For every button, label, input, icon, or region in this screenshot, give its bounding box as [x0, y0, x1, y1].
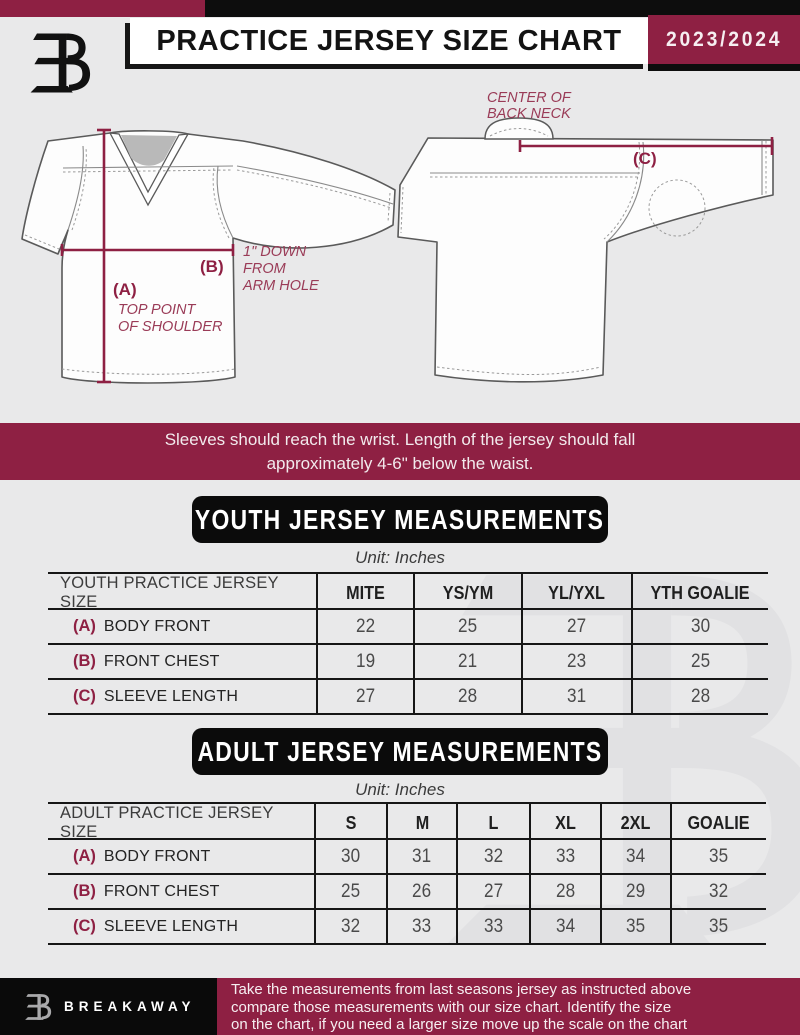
breakaway-logo [28, 22, 92, 104]
table-cell: 33 [483, 915, 504, 937]
youth-table-title: YOUTH PRACTICE JERSEY SIZE [60, 574, 279, 611]
row-key: (C) [73, 917, 96, 935]
table-header-row [48, 804, 766, 840]
table-cell: 29 [626, 880, 646, 902]
point-c-note-line1: CENTER OF [487, 90, 571, 106]
table-row-sleeve-length [48, 680, 768, 715]
table-cell: 32 [341, 915, 361, 937]
table-row-front-chest [48, 875, 766, 910]
point-b-note-line2: FROM [243, 261, 286, 277]
adult-table-title: ADULT PRACTICE JERSEY SIZE [60, 804, 274, 841]
adult-unit-label: Unit: Inches [355, 780, 445, 799]
table-cell: 32 [709, 880, 729, 902]
table-cell: 30 [690, 615, 711, 637]
brand-name: BREAKAWAY [64, 999, 196, 1014]
row-key: (B) [73, 652, 96, 670]
size-column-header: M [415, 812, 429, 833]
youth-section-title: YOUTH JERSEY MEASUREMENTS [195, 503, 605, 535]
season-box [648, 15, 800, 64]
table-cell: 21 [458, 650, 478, 672]
row-label: BODY FRONT [103, 847, 211, 865]
row-label: BODY FRONT [103, 617, 211, 635]
row-label: SLEEVE LENGTH [103, 917, 239, 935]
table-cell: 27 [355, 685, 376, 707]
breakaway-logo-footer [24, 989, 52, 1025]
size-column-header: 2XL [621, 812, 651, 833]
adult-section-header [192, 728, 608, 775]
size-column-header: YTH GOALIE [650, 582, 750, 603]
row-label: FRONT CHEST [103, 652, 220, 670]
size-column-header: GOALIE [687, 812, 751, 833]
table-cell: 31 [412, 845, 432, 867]
table-cell: 35 [709, 845, 729, 867]
footer-note-line3: on the chart, if you need a larger size move up the scale on the chart [231, 1016, 688, 1033]
title-box [130, 18, 648, 64]
table-cell: 25 [458, 615, 478, 637]
adult-section-title: ADULT JERSEY MEASUREMENTS [197, 735, 603, 767]
point-a-note-line2: OF SHOULDER [118, 319, 223, 335]
table-cell: 19 [355, 650, 376, 672]
fit-note-banner [0, 423, 800, 480]
footer-note-line1: Take the measurements from last seasons jersey as instructed above [231, 981, 692, 998]
table-cell: 30 [341, 845, 361, 867]
size-column-header: MITE [346, 582, 385, 603]
adult-size-table [48, 802, 766, 945]
table-row-body-front [48, 840, 766, 875]
fit-note-line2: approximately 4-6" below the waist. [266, 453, 534, 473]
point-c-label: (C) [633, 149, 657, 168]
table-cell: 25 [690, 650, 711, 672]
season-label: 2023/2024 [665, 27, 783, 51]
table-cell: 27 [567, 615, 587, 637]
point-b-note-line1: 1" DOWN [243, 244, 307, 260]
back-jersey-diagram [395, 85, 800, 400]
size-column-header: YL/YXL [548, 582, 606, 603]
youth-unit-label: Unit: Inches [355, 548, 445, 567]
size-column-header: XL [555, 812, 576, 833]
table-cell: 27 [483, 880, 504, 902]
table-cell: 28 [690, 685, 711, 707]
fit-note-line1: Sleeves should reach the wrist. Length of the jersey should fall [164, 429, 636, 449]
size-column-header: L [488, 812, 499, 833]
table-row-sleeve-length [48, 910, 766, 945]
table-cell: 25 [341, 880, 361, 902]
point-b-label: (B) [200, 257, 224, 276]
row-key: (C) [73, 687, 96, 705]
youth-size-table [48, 572, 768, 715]
table-row-body-front [48, 610, 768, 645]
footer-note-line2: compare those measurements with our size chart. Identify the size [231, 998, 672, 1016]
table-cell: 35 [709, 915, 729, 937]
table-cell: 28 [555, 880, 576, 902]
front-jersey-diagram [15, 108, 415, 400]
row-key: (A) [73, 617, 96, 635]
table-cell: 28 [458, 685, 478, 707]
table-cell: 31 [567, 685, 587, 707]
table-cell: 26 [412, 880, 432, 902]
table-cell: 34 [626, 845, 646, 867]
row-label: FRONT CHEST [103, 882, 220, 900]
size-column-header: S [345, 812, 357, 833]
table-cell: 34 [555, 915, 576, 937]
table-cell: 22 [355, 615, 376, 637]
back-jersey-outline [398, 138, 773, 382]
page-title: PRACTICE JERSEY SIZE CHART [156, 24, 622, 57]
row-label: SLEEVE LENGTH [103, 687, 239, 705]
point-a-note-line1: TOP POINT [118, 302, 196, 318]
row-key: (A) [73, 847, 96, 865]
footer-brand-block [0, 978, 217, 1035]
table-cell: 32 [483, 845, 504, 867]
table-cell: 23 [567, 650, 587, 672]
table-header-row [48, 574, 768, 610]
point-a-label: (A) [113, 280, 137, 299]
point-b-note-line3: ARM HOLE [243, 278, 319, 294]
row-key: (B) [73, 882, 96, 900]
footer-instructions [217, 978, 800, 1035]
point-c-note-line2: BACK NECK [487, 106, 571, 122]
table-row-front-chest [48, 645, 768, 680]
youth-section-header [192, 496, 608, 543]
size-column-header: YS/YM [442, 582, 494, 603]
table-cell: 33 [412, 915, 432, 937]
table-cell: 33 [555, 845, 576, 867]
table-cell: 35 [626, 915, 646, 937]
top-strip-maroon [0, 0, 205, 17]
